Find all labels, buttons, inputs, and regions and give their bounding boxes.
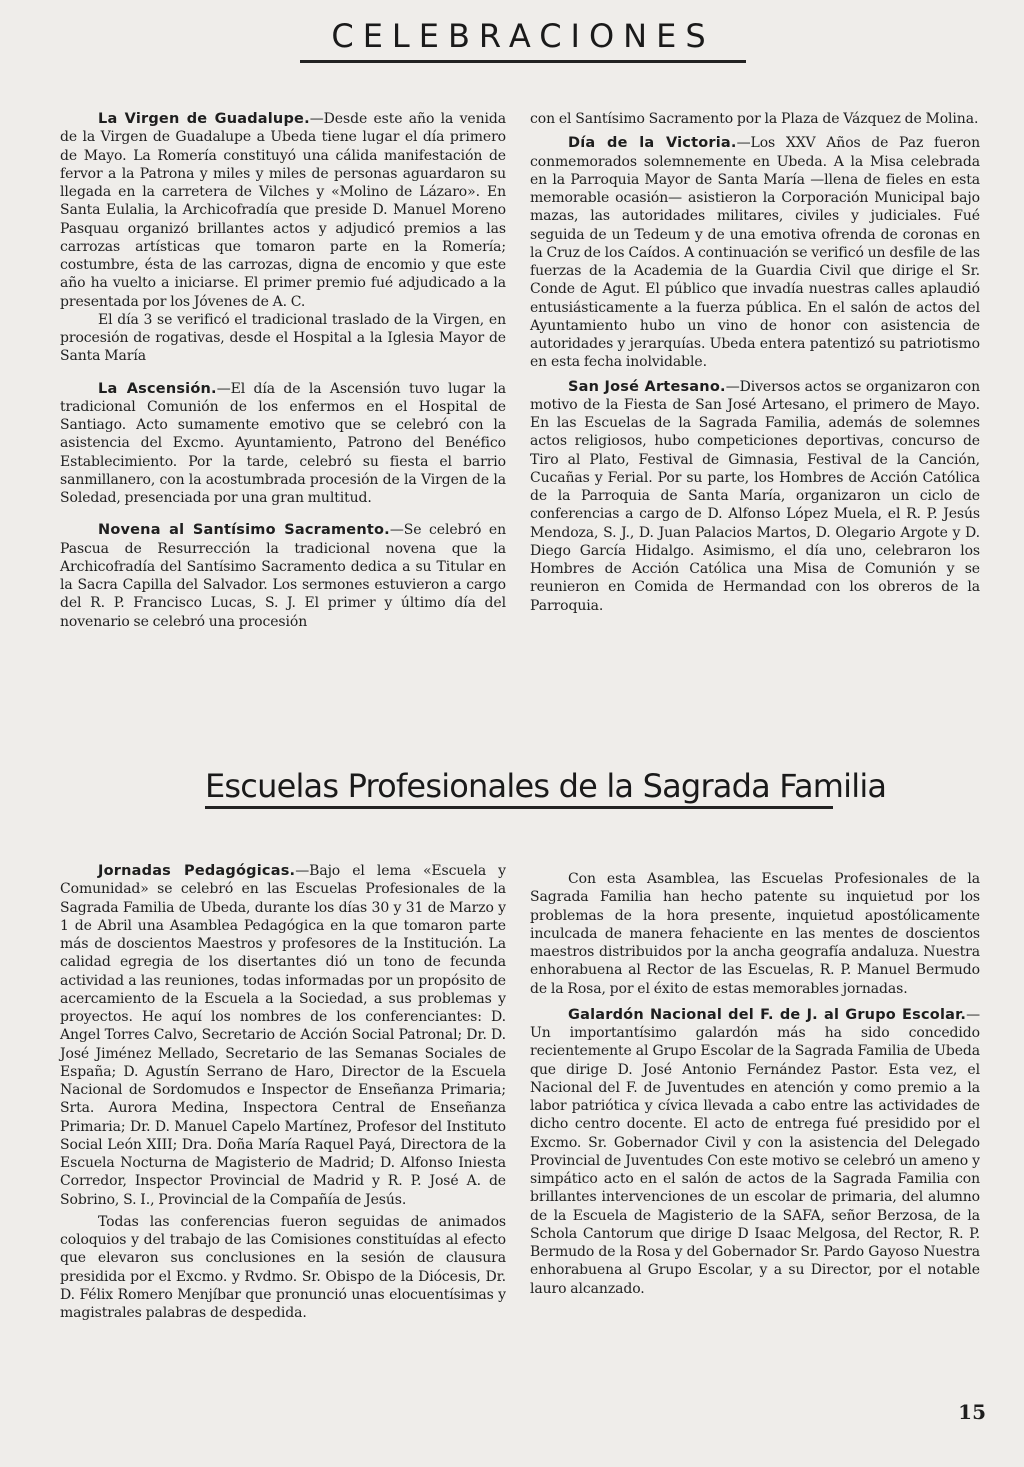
text-victoria: —Los XXV Años de Paz fueron conmemorados solemnemente en Ubeda. A la Misa celebrada en la Parroquia Mayor de Santa María —llena de fieles en esta memorable ocasión— asistieron la Corporación Municipal bajo mazas, las autoridades militares, civiles y judiciales. Fué seguida de un Tedeum y de una emotiva ofrenda de coronas en la Cruz de los Caídos. A continuación se verificó un desfile de las fuerzas de la Academia de la Guardia Civil que dirige el Sr. Conde de Agut. El público que invadía nuestras calles aplaudió entusiásticamente a la fuerza pública. En el salón de actos del Ayuntamiento hubo un vino de honor con asistencia de autoridades y jerarquías. Ubeda entera patentizó su patriotismo en esta fecha inolvidable. bbox=[530, 135, 980, 371]
paragraph-jornadas bbox=[60, 862, 506, 1209]
article-column-lower-right bbox=[530, 870, 980, 1298]
paragraph-san-jose bbox=[530, 378, 980, 615]
heading-ascension: La Ascensión. bbox=[98, 380, 217, 397]
paragraph-guadalupe bbox=[60, 110, 506, 311]
text-novena: —Se celebró en Pascua de Resurrección la tradicional novena que la Archicofradía del Santísimo Sacramento dedica a su Titular en la Sacra Capilla del Salvador. Los sermones estuvieron a cargo del R. P. Francisco Lucas, S. J. El primer y último día del novenario se celebró una procesión bbox=[60, 522, 507, 630]
text-galardon: —Un importantísimo galardón más ha sido concedido recientemente al Grupo Escolar de la Sagrada Familia de Ubeda que dirige D. José Antonio Fernández Pastor. Esta vez, el Nacional del F. de Juventudes en atención y como premio a la labor patriótica y cívica llevada a cabo entre las actividades de dicho centro docente. El acto de entrega fué presidido por el Excmo. Sr. Gobernador Civil y con la asistencia del Delegado Provincial de Juventudes Con este motivo se celebró un ameno y simpático acto en el salón de actos de la Sagrada Familia con brillantes intervenciones de un escolar de primaria, del alumno de la Escuela de Magisterio de la SAFA, señor Berzosa, de la Schola Cantorum que dirige D Isaac Melgosa, del Rector, R. P. Bermudo de la Rosa y del Gobernador Sr. Pardo Gayoso Nuestra enhorabuena al Grupo Escolar, y a su Director, por el notable lauro alcanzado. bbox=[530, 1006, 980, 1297]
page-number: 15 bbox=[958, 1400, 986, 1424]
text-san-jose: —Diversos actos se organizaron con motivo de la Fiesta de San José Artesano, el primero de Mayo. En las Escuelas de la Sagrada Familia, además de solemnes actos religiosos, hubo competiciones deportivas, concurso de Tiro al Plato, Festival de Gimnasia, Festival de la Canción, Cucañas y Ferial. Por su parte, los Hombres de Acción Católica de la Parroquia de Santa María, organizaron un ciclo de conferencias a cargo de D. Alfonso López Muela, el R. P. Jesús Mendoza, S. J., D. Juan Palacios Martos, D. Olegario Argote y D. Diego García Hidalgo. Asimismo, el día uno, celebraron los Hombres de Acción Católica una Misa de Comunión y se reunieron en Comida de Hermandad con los obreros de la Parroquia. bbox=[530, 378, 980, 614]
heading-novena: Novena al Santísimo Sacramento. bbox=[98, 522, 390, 539]
heading-victoria: Día de la Victoria. bbox=[568, 135, 737, 152]
paragraph-asamblea: Con esta Asamblea, las Escuelas Profesionales de la Sagrada Familia han hecho patente su inquietud por los problemas de la hora presente, inquietud apostólicamente inculcada de manera fehaciente en las mentes de doscientos maestros distribuidos por la ancha geografía andaluza. Nuestra enhorabuena al Rector de las Escuelas, R. P. Manuel Bermudo de la Rosa, por el éxito de estas memorables jornadas. bbox=[530, 871, 980, 997]
heading-san-jose: San José Artesano. bbox=[568, 378, 726, 395]
paragraph-novena bbox=[60, 521, 506, 631]
paragraph-continuation: con el Santísimo Sacramento por la Plaza de Vázquez de Molina. bbox=[530, 111, 979, 127]
header-rule bbox=[300, 60, 746, 63]
paragraph-conferencias: Todas las conferencias fueron seguidas de animados coloquios y del trabajo de las Comisiones constituídas al efecto que elevaron sus conclusiones en la sesión de clausura presidida por el Excmo. y Rvdmo. Sr. Obispo de la Diócesis, Dr. D. Félix Romero Menjíbar que pronunció unas elocuentísimas y magistrales palabras de despedida. bbox=[60, 1213, 506, 1321]
section-title: Escuelas Profesionales de la Sagrada Familia bbox=[205, 767, 887, 805]
article-column-upper-left bbox=[60, 110, 506, 631]
paragraph-victoria bbox=[530, 134, 980, 371]
paragraph-traslado: El día 3 se verificó el tradicional traslado de la Virgen, en procesión de rogativas, desde el Hospital a la Iglesia Mayor de Santa María bbox=[60, 311, 506, 365]
article-column-upper-right bbox=[530, 110, 980, 615]
section-rule bbox=[205, 806, 833, 809]
paragraph-ascension bbox=[60, 380, 506, 508]
paragraph-galardon bbox=[530, 1006, 980, 1298]
text-guadalupe: —Desde este año la venida de la Virgen de Guadalupe a Ubeda tiene lugar el día primero de Mayo. La Romería constituyó una cálida manifestación de fervor a la Patrona y miles y miles de personas aguardaron su llegada en la carretera de Vilches y «Molino de Lázaro». En Santa Eulalia, la Archicofradía que preside D. Manuel Moreno Pasquau organizó brillantes actos y adjudicó premios a las carrozas artísticas que tomaron parte en la Romería; costumbre, ésta de las carrozas, digna de encomio y que este año ha vuelto a iniciarse. El primer premio fué adjudicado a la presentada por los Jóvenes de A. C. bbox=[60, 111, 506, 310]
header-title: CELEBRACIONES bbox=[331, 17, 715, 55]
heading-jornadas: Jornadas Pedagógicas. bbox=[98, 863, 296, 879]
heading-guadalupe: La Virgen de Guadalupe. bbox=[98, 111, 310, 127]
text-jornadas: —Bajo el lema «Escuela y Comunidad» se celebró en las Escuelas Profesionales de la Sagrada Familia de Ubeda, durante los días 30 y 31 de Marzo y 1 de Abril una Asamblea Pedagógica en la que tomaron parte más de doscientos Maestros y profesores de la Institución. La calidad egregia de los disertantes dió un tono de fecunda actividad a las reuniones, todas informadas por un propósito de acercamiento de la Escuela a la Sociedad, a sus problemas y proyectos. He aquí los nombres de los conferenciantes: D. Angel Torres Calvo, Secretario de Acción Social Patronal; Dr. D. José Jiménez Mellado, Secretario de las Semanas Sociales de España; D. Agustín Serrano de Haro, Director de la Escuela Nacional de Sordomudos e Inspector de Enseñanza Primaria; Srta. Aurora Medina, Inspectora Central de Enseñanza Primaria; Dr. D. Manuel Capelo Martínez, Profesor del Instituto Social León XIII; Dra. Doña María Raquel Payá, Directora de la Escuela Nocturna de Magisterio de Madrid; D. Alfonso Iniesta Corredor, Inspector Provincial de Madrid y R. P. José A. de Sobrino, S. I., Provincial de la Compañía de Jesús. bbox=[60, 863, 506, 1208]
text-ascension: —El día de la Ascensión tuvo lugar la tradicional Comunión de los enfermos en el Hospital de Santiago. Acto sumamente emotivo que se celebró con la asistencia del Excmo. Ayuntamiento, Patrono del Benéfico Establecimiento. Por la tarde, celebró su fiesta el barrio sanmillanero, con la acostumbrada procesión de la Virgen de la Soledad, presenciada por una gran multitud. bbox=[60, 380, 506, 506]
article-column-lower-left bbox=[60, 862, 506, 1322]
heading-galardon: Galardón Nacional del F. de J. al Grupo Escolar. bbox=[568, 1006, 967, 1023]
